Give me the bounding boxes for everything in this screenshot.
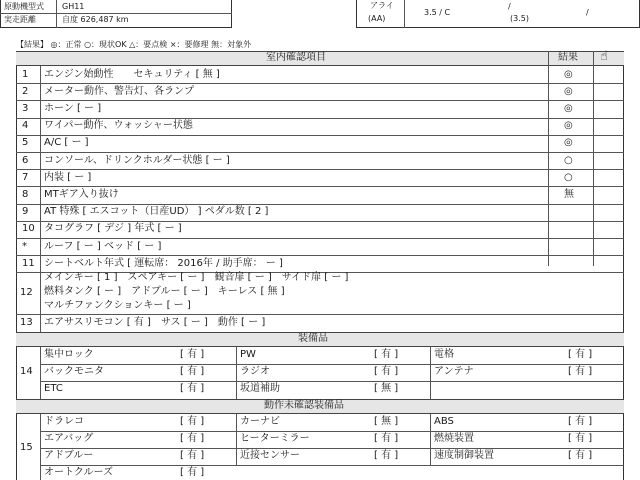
- unverified-title: 動作未確認装備品: [264, 400, 344, 411]
- row-result: ◎: [564, 68, 573, 80]
- row-12-no: 12: [20, 287, 33, 298]
- unverified-item-value: [ 有 ]: [568, 450, 593, 461]
- row-no: 4: [22, 120, 29, 132]
- row-13-text: エアサスリモコン [ 有 ] サス [ ー ] 動作 [ ー ]: [44, 317, 266, 328]
- mileage-label: 実走距離: [4, 15, 36, 24]
- equip-title: 装備品: [298, 333, 328, 344]
- unverified-item-value: [ 有 ]: [374, 433, 399, 444]
- unverified-item-label: エアバッグ: [44, 433, 94, 444]
- unverified-item-label: 近接センサー: [240, 450, 300, 461]
- unverified-item-value: [ 有 ]: [568, 433, 593, 444]
- row-result: ◎: [564, 137, 573, 149]
- row-text: ワイパー動作、ウォッシャー状態: [44, 120, 193, 132]
- row-text: AT 特殊 [ エスコット（日産UD） ] ペダル数 [ 2 ]: [44, 206, 269, 218]
- aligner-value: 3.5 / C: [424, 8, 451, 17]
- result-legend: 【結果】 ◎：正常 ○：現状OK △：要点検 ×：要修理 無：対象外: [16, 40, 252, 49]
- equip-item-label: PW: [240, 349, 256, 360]
- unverified-item-label: ドラレコ: [44, 416, 84, 427]
- equip-item-label: 集中ロック: [44, 349, 94, 360]
- row-result: ○: [564, 171, 573, 183]
- row-text: メーター動作、警告灯、各ランプ: [44, 85, 194, 97]
- row-text: ホーン [ ー ]: [44, 102, 102, 114]
- equip-item-label: バックモニタ: [44, 366, 104, 377]
- row-text: A/C [ ー ]: [44, 137, 89, 149]
- unverified-item-label: 燃焼装置: [434, 433, 474, 444]
- row-text: タコグラフ [ デジ ] 年式 [ ー ]: [44, 223, 182, 235]
- equip-item-label: 坂道補助: [240, 383, 280, 394]
- row-no: 11: [22, 257, 35, 269]
- row-no: *: [22, 240, 27, 252]
- row-result: ○: [564, 154, 573, 166]
- row-text: MTギア入り抜け: [44, 188, 119, 200]
- unverified-item-value: [ 有 ]: [180, 450, 205, 461]
- equip-item-value: [ 有 ]: [374, 349, 399, 360]
- equip-item-value: [ 有 ]: [180, 366, 205, 377]
- equip-no: 14: [20, 366, 33, 377]
- equip-item-label: ETC: [44, 383, 63, 394]
- equip-item-value: [ 有 ]: [568, 366, 593, 377]
- header-result: 結果: [558, 52, 578, 63]
- hand-icon[interactable]: ☝: [600, 49, 608, 64]
- row-no: 2: [22, 85, 29, 97]
- unverified-item-label: カーナビ: [240, 416, 280, 427]
- row-no: 9: [22, 206, 29, 218]
- equip-item-value: [ 有 ]: [568, 349, 593, 360]
- row-12-line3: マルチファンクションキー [ ー ]: [44, 300, 191, 311]
- row-13-no: 13: [20, 317, 33, 328]
- equip-item-label: アンテナ: [434, 366, 474, 377]
- row-no: 1: [22, 68, 29, 80]
- header-title: 室内確認項目: [266, 52, 326, 63]
- row-12-line1: メインキー [ 1 ] スペアキー [ ー ] 観音扉 [ ー ] サイド扉 [ ー ]: [44, 272, 349, 283]
- row-no: 6: [22, 154, 29, 166]
- unverified-item-value: [ 有 ]: [568, 416, 593, 427]
- aligner-sub: (AA): [368, 14, 386, 23]
- aligner-value2: /: [508, 2, 511, 11]
- aligner-value4: /: [586, 8, 589, 17]
- equip-item-label: ラジオ: [240, 366, 270, 377]
- row-no: 8: [22, 188, 29, 200]
- unverified-item-value: [ 有 ]: [180, 416, 205, 427]
- row-result: 無: [564, 188, 574, 200]
- aligner-value3: (3.5): [510, 14, 529, 23]
- unverified-item-label: オートクルーズ: [44, 467, 113, 478]
- unverified-item-value: [ 無 ]: [374, 416, 399, 427]
- unverified-item-value: [ 有 ]: [180, 433, 205, 444]
- unverified-item-value: [ 有 ]: [180, 467, 205, 478]
- row-result: ◎: [564, 85, 573, 97]
- unverified-no: 15: [20, 442, 33, 453]
- equip-item-value: [ 有 ]: [180, 383, 205, 394]
- unverified-item-value: [ 有 ]: [374, 450, 399, 461]
- unverified-item-label: 速度制御装置: [434, 450, 494, 461]
- row-text: コンソール、ドリンクホルダー状態 [ ー ]: [44, 154, 230, 166]
- row-no: 10: [22, 223, 35, 235]
- engine-value: GH11: [62, 2, 85, 11]
- row-text: 内装 [ ー ]: [44, 171, 92, 183]
- row-no: 5: [22, 137, 29, 149]
- unverified-item-label: ヒーターミラー: [240, 433, 310, 444]
- row-text: シートベルト年式 [ 運転席： 2016年 / 助手席： ー ]: [44, 257, 283, 269]
- unverified-item-label: ABS: [434, 416, 454, 427]
- equip-item-value: [ 有 ]: [374, 366, 399, 377]
- row-result: ◎: [564, 120, 573, 132]
- row-text: ルーフ [ ー ] ベッド [ ー ]: [44, 240, 162, 252]
- row-no: 3: [22, 102, 29, 114]
- aligner-label: アライ: [370, 1, 394, 10]
- row-no: 7: [22, 171, 29, 183]
- row-text: エンジン始動性 セキュリティ [ 無 ]: [44, 68, 220, 80]
- equip-item-value: [ 有 ]: [180, 349, 205, 360]
- equip-item-value: [ 無 ]: [374, 383, 399, 394]
- row-12-line2: 燃料タンク [ ー ] アドブルー [ ー ] キーレス [ 無 ]: [44, 286, 285, 297]
- unverified-item-label: アドブルー: [44, 450, 94, 461]
- aligner-box: [356, 0, 640, 28]
- engine-label: 原動機型式: [4, 2, 44, 11]
- mileage-value: 自度 626,487 km: [62, 15, 129, 24]
- equip-item-label: 電格: [434, 349, 454, 360]
- row-result: ◎: [564, 102, 573, 114]
